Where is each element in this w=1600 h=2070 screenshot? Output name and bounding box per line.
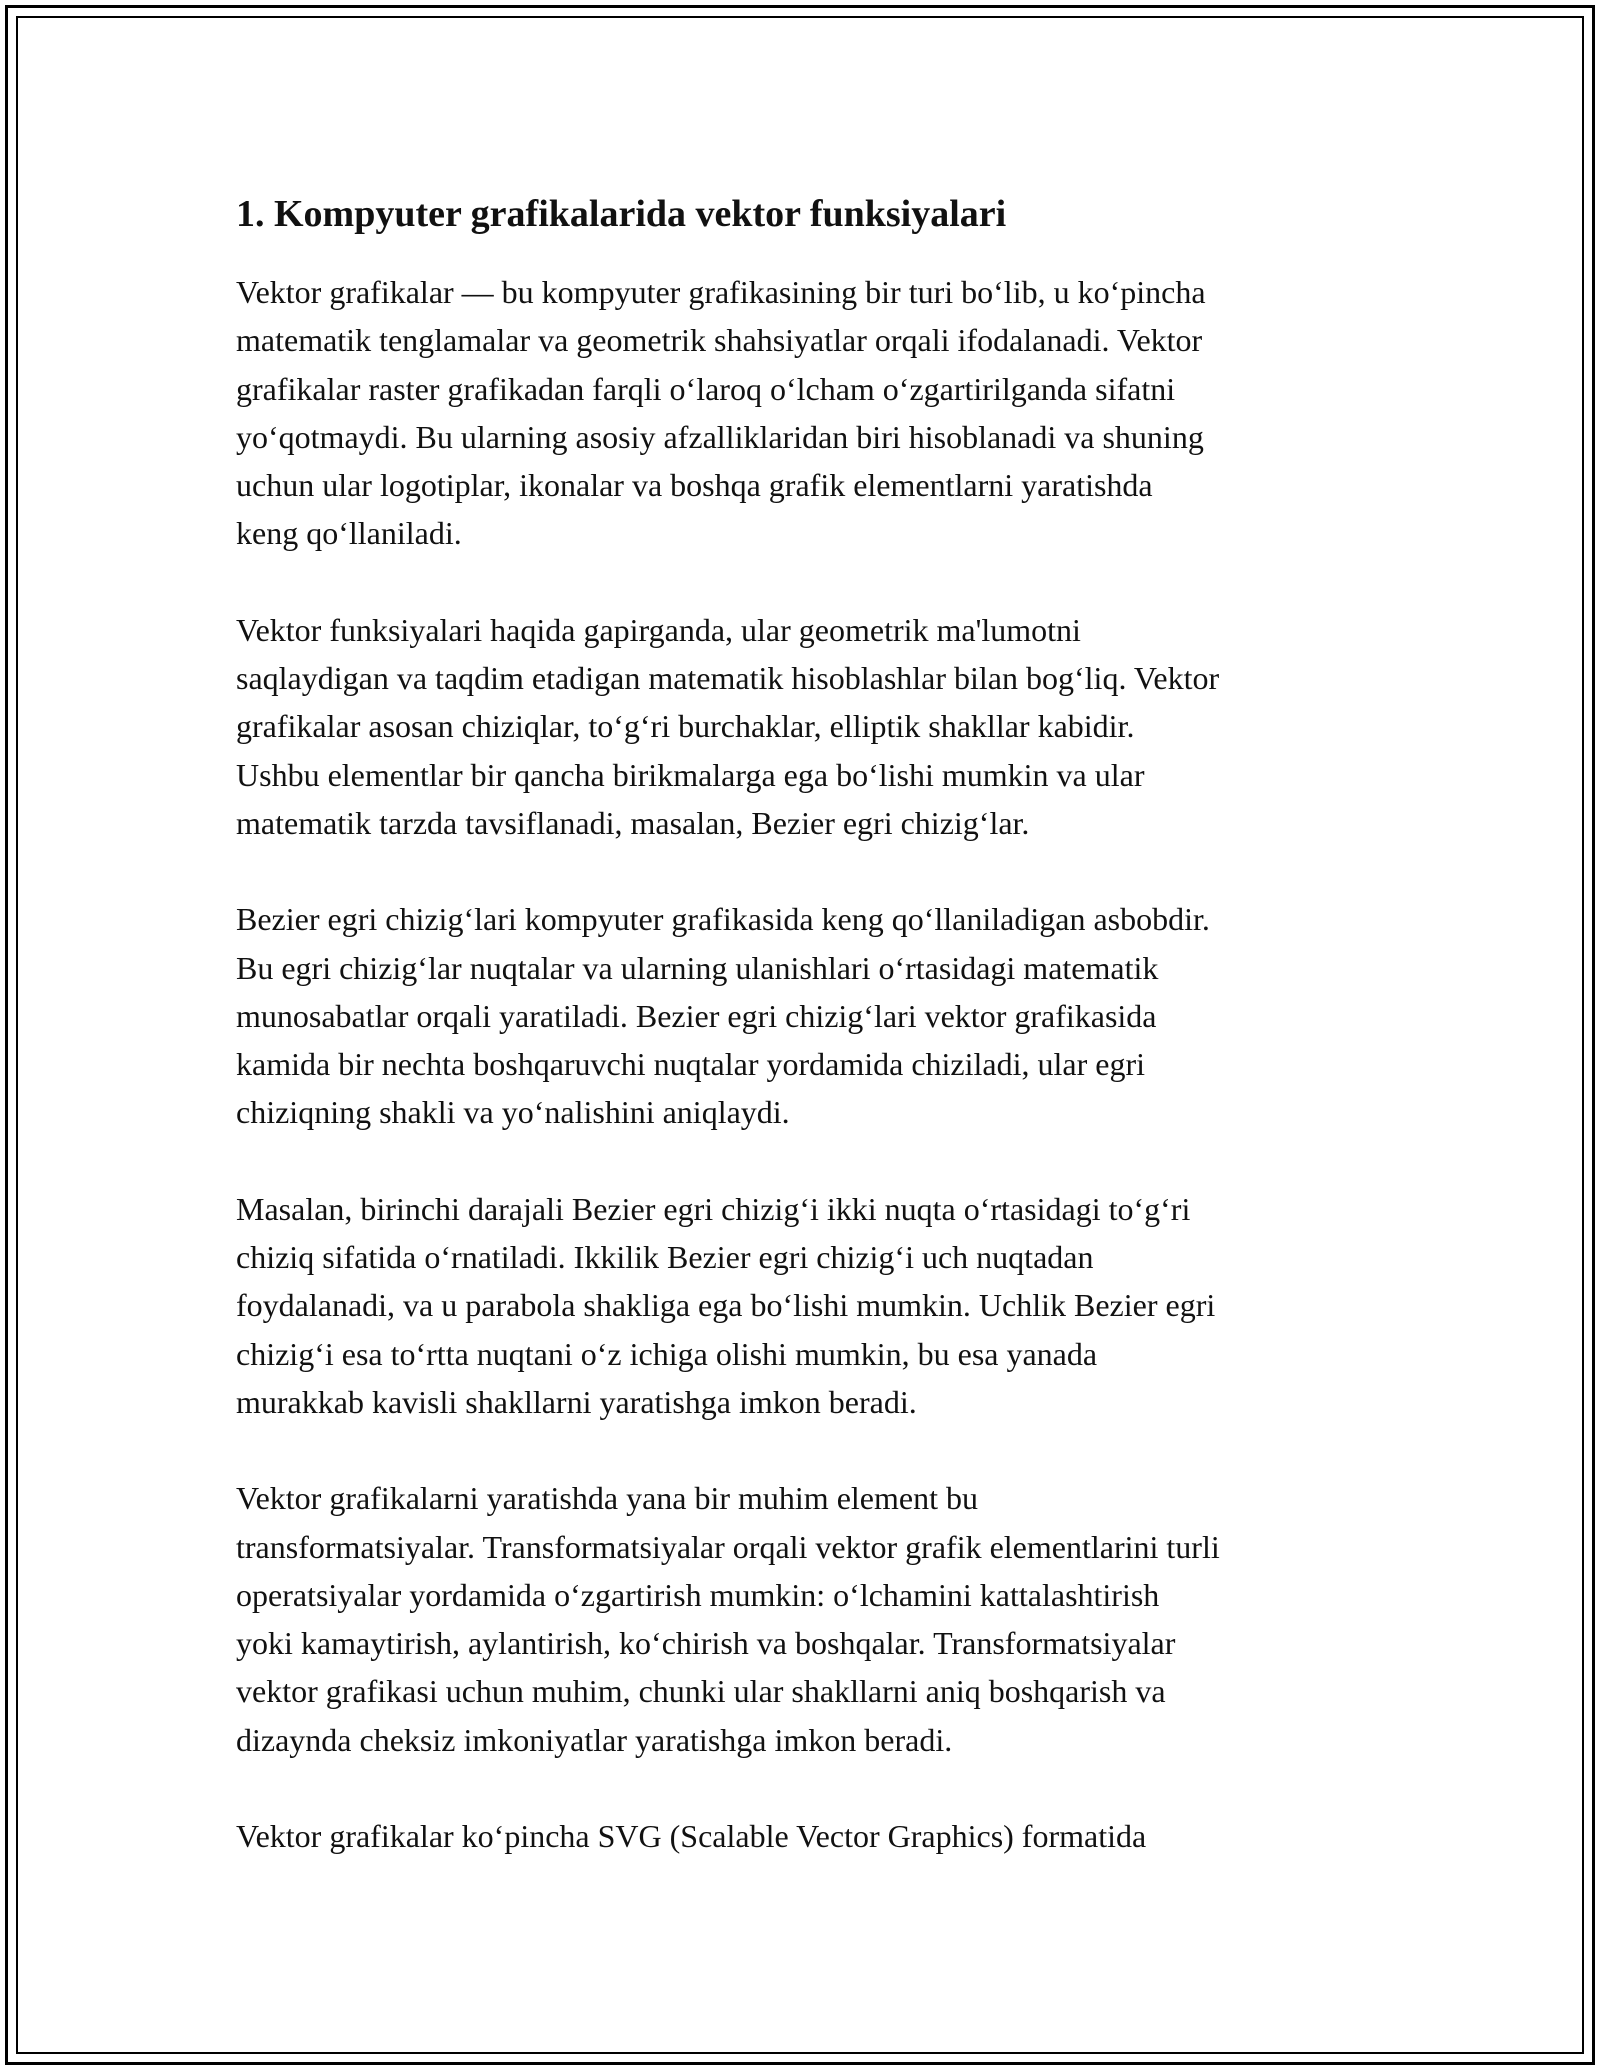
document-body — [236, 186, 1386, 1908]
paragraph: Vektor grafikalarni yaratishda yana bir muhim element bu transformatsiyalar. Transformatsiyalar orqali vektor grafik elementlarini turli operatsiyalar yordamida o‘zgartirish mumkin: o‘lchamini kattalashtirish yoki kamaytirish, aylantirish, ko‘chirish va boshqalar. Transformatsiyalar vektor grafikasi uchun muhim, chunki ular shakllarni aniq boshqarish va dizaynda cheksiz imkoniyatlar yaratishga imkon beradi. — [236, 1480, 1220, 1758]
paragraph: Vektor funksiyalari haqida gapirganda, ular geometrik ma'lumotni saqlaydigan va taqdim etadigan matematik hisoblashlar bilan bog‘liq. Vektor grafikalar asosan chiziqlar, to‘g‘ri burchaklar, elliptik shakllar kabidir. Ushbu elementlar bir qancha birikmalarga ega bo‘lishi mumkin va ular matematik tarzda tavsiflanadi, masalan, Bezier egri chizig‘lar. — [236, 611, 1220, 841]
section-heading: 1. Kompyuter grafikalarida vektor funksiyalari — [236, 193, 1007, 235]
paragraph: Masalan, birinchi darajali Bezier egri chizig‘i ikki nuqta o‘rtasidagi to‘g‘ri chiziq sifatida o‘rnatiladi. Ikkilik Bezier egri chizig‘i uch nuqtadan foydalanadi, va u parabola shakliga ega bo‘lishi mumkin. Uchlik Bezier egri chizig‘i esa to‘rtta nuqtani o‘z ichiga olishi mumkin, bu esa yanada murakkab kavisli shakllarni yaratishga imkon beradi. — [236, 1190, 1216, 1420]
paragraph: Vektor grafikalar — bu kompyuter grafikasining bir turi bo‘lib, u ko‘pincha matematik tenglamalar va geometrik shahsiyatlar orqali ifodalanadi. Vektor grafikalar raster grafikadan farqli o‘laroq o‘lcham o‘zgartirilganda sifatni yo‘qotmaydi. Bu ularning asosiy afzalliklaridan biri hisoblanadi va shuning uchun ular logotiplar, ikonalar va boshqa grafik elementlarni yaratishda keng qo‘llaniladi. — [236, 274, 1206, 552]
paragraph: Vektor grafikalar ko‘pincha SVG (Scalable Vector Graphics) formatida — [236, 1818, 1147, 1855]
paragraph: Bezier egri chizig‘lari kompyuter grafikasida keng qo‘llaniladigan asbobdir. Bu egri chizig‘lar nuqtalar va ularning ulanishlari o‘rtasidagi matematik munosabatlar orqali yaratiladi. Bezier egri chizig‘lari vektor grafikasida kamida bir nechta boshqaruvchi nuqtalar yordamida chiziladi, ular egri chiziqning shakli va yo‘nalishini aniqlaydi. — [236, 901, 1210, 1131]
